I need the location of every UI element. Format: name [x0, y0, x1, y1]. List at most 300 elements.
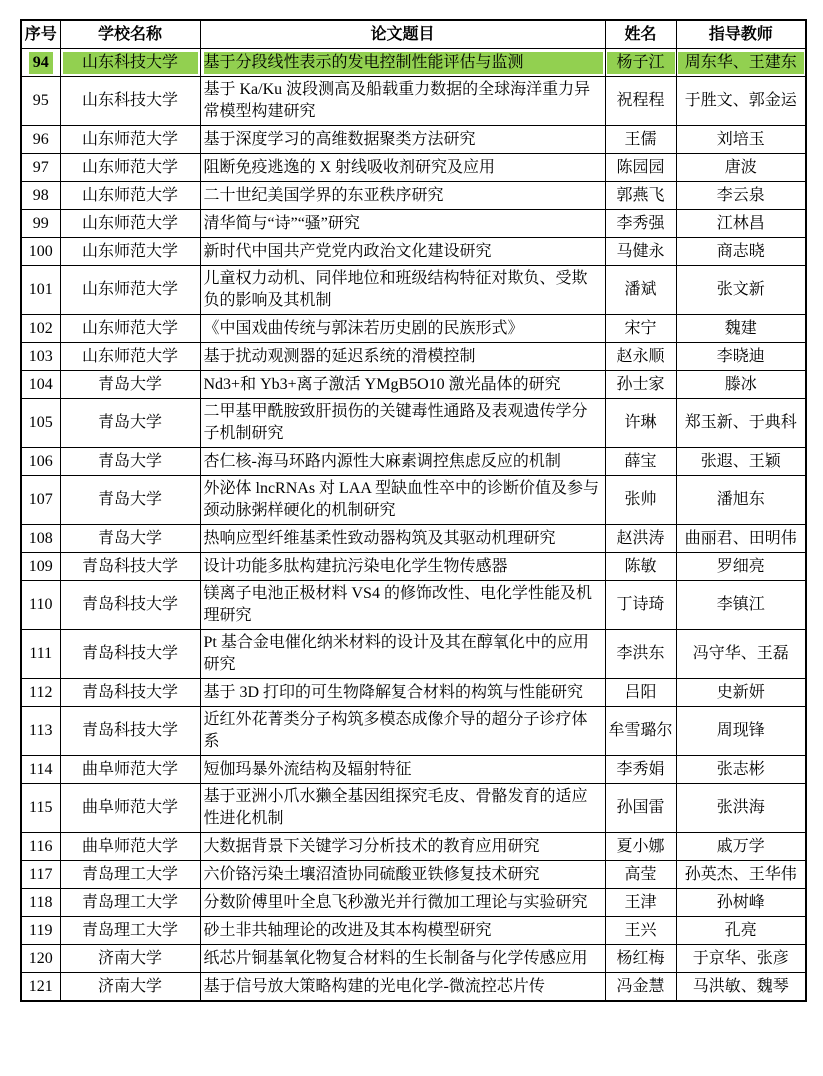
student-name: 王儒	[624, 130, 657, 148]
advisor-name: 孙树峰	[716, 893, 765, 911]
student-cell	[605, 679, 676, 707]
table-row	[21, 861, 806, 889]
student-cell	[605, 266, 676, 315]
school-cell	[60, 126, 200, 154]
table-row	[21, 525, 806, 553]
school-cell	[60, 756, 200, 784]
student-name: 宋宁	[624, 319, 657, 337]
row-index-cell	[21, 833, 60, 861]
advisor-name: 张洪海	[716, 799, 765, 816]
row-index: 96	[32, 130, 49, 148]
student-name: 李秀强	[616, 214, 665, 232]
paper-title: 杏仁核-海马环路内源性大麻素调控焦虑反应的机制	[203, 452, 561, 470]
advisor-name: 孙英杰、王华伟	[684, 865, 797, 883]
paper-title: 阻断免疫逃逸的 X 射线吸收剂研究及应用	[203, 158, 496, 176]
student-cell	[605, 973, 676, 1002]
row-index-cell	[21, 343, 60, 371]
school-cell	[60, 525, 200, 553]
row-index-cell	[21, 581, 60, 630]
header-title: 论文题目	[200, 20, 605, 49]
advisor-cell	[676, 784, 806, 833]
row-index: 100	[28, 242, 53, 260]
student-name: 牟雪璐尔	[608, 722, 673, 739]
row-index-cell	[21, 238, 60, 266]
paper-title: 二甲基甲酰胺致肝损伤的关键毒性通路及表观遗传学分子机制研究	[203, 403, 588, 442]
row-index: 117	[29, 865, 53, 883]
header-name: 姓名	[605, 20, 676, 49]
paper-title: 大数据背景下关键学习分析技术的教育应用研究	[203, 837, 540, 855]
row-index-cell	[21, 266, 60, 315]
school-cell	[60, 343, 200, 371]
row-index: 97	[32, 158, 49, 176]
student-name: 高莹	[624, 865, 657, 883]
school-cell	[60, 889, 200, 917]
student-cell	[605, 371, 676, 399]
paper-title: 基于亚洲小爪水獭全基因组探究毛皮、骨骼发育的适应性进化机制	[203, 788, 588, 827]
student-cell	[605, 343, 676, 371]
school-name: 青岛科技大学	[81, 596, 178, 613]
student-cell	[605, 525, 676, 553]
row-index-cell	[21, 448, 60, 476]
student-name: 张帅	[624, 491, 657, 508]
paper-title: 六价铬污染土壤沼渣协同硫酸亚铁修复技术研究	[203, 865, 540, 883]
table-row	[21, 399, 806, 448]
paper-title-cell	[200, 833, 605, 861]
student-name: 马健永	[616, 242, 665, 260]
advisor-cell	[676, 707, 806, 756]
row-index: 98	[32, 186, 49, 204]
advisor-name: 潘旭东	[716, 491, 765, 508]
table-row	[21, 581, 806, 630]
school-name: 青岛科技大学	[81, 722, 178, 739]
paper-title: 纸芯片铜基氧化物复合材料的生长制备与化学传感应用	[203, 949, 588, 967]
paper-title-cell	[200, 154, 605, 182]
school-cell	[60, 448, 200, 476]
paper-title-cell	[200, 399, 605, 448]
row-index-cell	[21, 77, 60, 126]
student-name: 潘斌	[624, 281, 657, 298]
table-row	[21, 784, 806, 833]
school-name: 曲阜师范大学	[81, 799, 178, 816]
header-school: 学校名称	[60, 20, 200, 49]
advisor-cell	[676, 553, 806, 581]
student-name: 祝程程	[616, 92, 665, 109]
table-row	[21, 210, 806, 238]
advisor-name: 冯守华、王磊	[692, 645, 789, 662]
advisor-cell	[676, 630, 806, 679]
paper-title: 《中国戏曲传统与郭沫若历史剧的民族形式》	[203, 319, 524, 337]
advisor-name: 周现锋	[716, 722, 765, 739]
school-name: 山东科技大学	[81, 92, 178, 109]
paper-title-cell	[200, 756, 605, 784]
table-row	[21, 49, 806, 77]
advisor-name: 于京华、张彦	[692, 949, 789, 967]
advisor-cell	[676, 973, 806, 1002]
row-index-cell	[21, 679, 60, 707]
table-row	[21, 679, 806, 707]
row-index: 115	[29, 799, 53, 816]
row-index-cell	[21, 889, 60, 917]
table-row	[21, 756, 806, 784]
paper-title-cell	[200, 889, 605, 917]
row-index: 101	[28, 281, 53, 298]
table-row	[21, 833, 806, 861]
advisor-cell	[676, 182, 806, 210]
row-index: 110	[29, 596, 53, 613]
table-row	[21, 707, 806, 756]
paper-title-cell	[200, 476, 605, 525]
paper-title: 基于深度学习的高维数据聚类方法研究	[203, 130, 476, 148]
school-cell	[60, 315, 200, 343]
student-name: 孙国雷	[616, 799, 665, 816]
advisor-name: 史新妍	[716, 683, 765, 701]
paper-title-cell	[200, 861, 605, 889]
student-cell	[605, 707, 676, 756]
paper-title-cell	[200, 525, 605, 553]
table-row	[21, 476, 806, 525]
paper-title-cell	[200, 371, 605, 399]
row-index-cell	[21, 756, 60, 784]
row-index: 109	[28, 557, 53, 575]
student-name: 赵永顺	[616, 347, 665, 365]
row-index: 102	[28, 319, 53, 337]
advisor-cell	[676, 861, 806, 889]
table-row	[21, 126, 806, 154]
advisor-name: 罗细亮	[716, 557, 765, 575]
paper-title-cell	[200, 266, 605, 315]
row-index-cell	[21, 525, 60, 553]
row-index: 112	[29, 683, 53, 701]
advisor-cell	[676, 210, 806, 238]
school-name: 青岛理工大学	[81, 893, 178, 911]
row-index: 114	[29, 760, 53, 778]
advisor-cell	[676, 371, 806, 399]
paper-title-cell	[200, 238, 605, 266]
paper-title-cell	[200, 707, 605, 756]
student-name: 陈园园	[616, 158, 665, 176]
school-cell	[60, 945, 200, 973]
school-name: 曲阜师范大学	[81, 837, 178, 855]
advisor-cell	[676, 126, 806, 154]
row-index: 118	[29, 893, 53, 911]
school-cell	[60, 784, 200, 833]
student-cell	[605, 553, 676, 581]
advisor-cell	[676, 399, 806, 448]
student-cell	[605, 476, 676, 525]
row-index: 106	[28, 452, 53, 470]
paper-title-cell	[200, 784, 605, 833]
student-name: 杨红梅	[616, 949, 665, 967]
paper-title: 二十世纪美国学界的东亚秩序研究	[203, 186, 444, 204]
student-name: 吕阳	[624, 683, 657, 701]
table-row	[21, 154, 806, 182]
row-index-cell	[21, 630, 60, 679]
student-cell	[605, 861, 676, 889]
school-name: 山东师范大学	[81, 130, 178, 148]
table-row	[21, 973, 806, 1002]
school-cell	[60, 371, 200, 399]
student-name: 李秀娟	[616, 760, 665, 778]
school-cell	[60, 49, 200, 77]
advisor-cell	[676, 679, 806, 707]
student-cell	[605, 154, 676, 182]
advisor-name: 戚万学	[716, 837, 765, 855]
header-advisor: 指导教师	[676, 20, 806, 49]
row-index: 108	[28, 529, 53, 547]
advisor-name: 商志晓	[716, 242, 765, 260]
student-cell	[605, 889, 676, 917]
advisor-name: 张文新	[716, 281, 765, 298]
paper-title: 基于信号放大策略构建的光电化学-微流控芯片传	[203, 977, 545, 995]
student-cell	[605, 126, 676, 154]
student-cell	[605, 315, 676, 343]
advisor-name: 曲丽君、田明伟	[684, 529, 797, 547]
paper-title-cell	[200, 210, 605, 238]
student-name: 王津	[624, 893, 657, 911]
table-row	[21, 238, 806, 266]
advisor-cell	[676, 581, 806, 630]
student-cell	[605, 238, 676, 266]
advisor-cell	[676, 448, 806, 476]
advisor-name: 滕冰	[724, 375, 757, 393]
table-row	[21, 889, 806, 917]
student-name: 赵洪涛	[616, 529, 665, 547]
paper-title-cell	[200, 182, 605, 210]
paper-title: 短伽玛暴外流结构及辐射特征	[203, 760, 412, 778]
row-index: 113	[29, 722, 53, 739]
school-cell	[60, 399, 200, 448]
paper-title: 砂土非共轴理论的改进及其本构模型研究	[203, 921, 492, 939]
paper-title: Pt 基合金电催化纳米材料的设计及其在醇氧化中的应用研究	[203, 634, 589, 673]
school-name: 济南大学	[97, 977, 162, 995]
paper-title: 基于 3D 打印的可生物降解复合材料的构筑与性能研究	[203, 683, 584, 701]
school-name: 青岛科技大学	[81, 557, 178, 575]
advisor-cell	[676, 154, 806, 182]
paper-title: 儿童权力动机、同伴地位和班级结构特征对欺负、受欺负的影响及其机制	[203, 270, 588, 309]
advisor-cell	[676, 343, 806, 371]
school-cell	[60, 679, 200, 707]
row-index-cell	[21, 917, 60, 945]
paper-title-cell	[200, 553, 605, 581]
paper-title-cell	[200, 679, 605, 707]
paper-title: 热响应型纤维基柔性致动器构筑及其驱动机理研究	[203, 529, 556, 547]
school-name: 青岛大学	[97, 414, 162, 431]
advisor-name: 刘培玉	[716, 130, 765, 148]
student-cell	[605, 917, 676, 945]
student-name: 李洪东	[616, 645, 665, 662]
student-cell	[605, 448, 676, 476]
row-index: 119	[29, 921, 53, 939]
school-cell	[60, 266, 200, 315]
row-index-cell	[21, 315, 60, 343]
table-row	[21, 917, 806, 945]
paper-title-cell	[200, 630, 605, 679]
row-index: 116	[29, 837, 53, 855]
header-index: 序号	[21, 20, 60, 49]
paper-title: 设计功能多肽构建抗污染电化学生物传感器	[203, 557, 508, 575]
paper-title: 新时代中国共产党党内政治文化建设研究	[203, 242, 492, 260]
row-index-cell	[21, 49, 60, 77]
header-row	[21, 20, 806, 49]
school-name: 山东科技大学	[63, 52, 198, 74]
row-index: 105	[28, 414, 53, 431]
row-index-cell	[21, 945, 60, 973]
advisor-cell	[676, 889, 806, 917]
advisor-cell	[676, 833, 806, 861]
advisor-name: 马洪敏、魏琴	[692, 977, 789, 995]
advisor-cell	[676, 756, 806, 784]
school-name: 青岛科技大学	[81, 645, 178, 662]
row-index-cell	[21, 154, 60, 182]
paper-title-cell	[200, 917, 605, 945]
paper-title: 近红外花菁类分子构筑多模态成像介导的超分子诊疗体系	[203, 711, 588, 750]
student-name: 陈敏	[624, 557, 657, 575]
school-cell	[60, 553, 200, 581]
student-cell	[605, 784, 676, 833]
table-row	[21, 77, 806, 126]
student-cell	[605, 210, 676, 238]
school-name: 青岛科技大学	[81, 683, 178, 701]
school-name: 山东师范大学	[81, 319, 178, 337]
school-cell	[60, 476, 200, 525]
row-index: 95	[32, 92, 49, 109]
paper-title: 分数阶傅里叶全息飞秒激光并行微加工理论与实验研究	[203, 893, 588, 911]
advisor-name: 唐波	[724, 158, 757, 176]
school-name: 青岛理工大学	[81, 921, 178, 939]
school-name: 济南大学	[97, 949, 162, 967]
table-row	[21, 448, 806, 476]
paper-title: 基于扰动观测器的延迟系统的滑模控制	[203, 347, 476, 365]
advisor-name: 周东华、王建东	[678, 52, 805, 74]
row-index: 103	[28, 347, 53, 365]
student-name: 王兴	[624, 921, 657, 939]
student-name: 夏小娜	[616, 837, 665, 855]
school-cell	[60, 630, 200, 679]
student-cell	[605, 756, 676, 784]
paper-title: Nd3+和 Yb3+离子激活 YMgB5O10 激光晶体的研究	[203, 375, 561, 393]
advisor-cell	[676, 238, 806, 266]
row-index: 94	[29, 52, 53, 74]
school-name: 青岛大学	[97, 375, 162, 393]
student-cell	[605, 182, 676, 210]
paper-title: 镁离子电池正极材料 VS4 的修饰改性、电化学性能及机理研究	[203, 585, 592, 624]
paper-title-cell	[200, 945, 605, 973]
advisor-cell	[676, 476, 806, 525]
advisor-cell	[676, 49, 806, 77]
student-name: 丁诗琦	[616, 596, 665, 613]
paper-title-cell	[200, 77, 605, 126]
school-name: 曲阜师范大学	[81, 760, 178, 778]
student-cell	[605, 833, 676, 861]
school-name: 山东师范大学	[81, 214, 178, 232]
row-index: 120	[28, 949, 53, 967]
paper-title-cell	[200, 126, 605, 154]
row-index: 99	[32, 214, 49, 232]
school-name: 青岛理工大学	[81, 865, 178, 883]
advisor-cell	[676, 266, 806, 315]
advisor-name: 郑玉新、于典科	[684, 414, 797, 431]
row-index: 111	[29, 645, 53, 662]
paper-title: 清华简与“诗”“骚”研究	[203, 214, 360, 232]
student-cell	[605, 581, 676, 630]
row-index-cell	[21, 182, 60, 210]
advisor-name: 李云泉	[716, 186, 765, 204]
thesis-table	[20, 19, 807, 1002]
school-cell	[60, 77, 200, 126]
advisor-name: 张遐、王颖	[700, 452, 781, 470]
school-name: 山东师范大学	[81, 158, 178, 176]
school-cell	[60, 238, 200, 266]
row-index: 104	[28, 375, 53, 393]
school-name: 山东师范大学	[81, 281, 178, 298]
row-index-cell	[21, 476, 60, 525]
school-cell	[60, 861, 200, 889]
student-name: 孙士家	[616, 375, 665, 393]
row-index-cell	[21, 210, 60, 238]
row-index: 107	[28, 491, 53, 508]
student-name: 杨子江	[607, 52, 675, 74]
table-row	[21, 371, 806, 399]
student-name: 许琳	[624, 414, 657, 431]
school-name: 青岛大学	[97, 529, 162, 547]
table-row	[21, 266, 806, 315]
school-name: 青岛大学	[97, 452, 162, 470]
paper-title: 基于分段线性表示的发电控制性能评估与监测	[204, 52, 603, 74]
row-index-cell	[21, 399, 60, 448]
table-row	[21, 553, 806, 581]
row-index-cell	[21, 973, 60, 1002]
school-name: 山东师范大学	[81, 242, 178, 260]
advisor-name: 李晓迪	[716, 347, 765, 365]
student-cell	[605, 77, 676, 126]
table-row	[21, 315, 806, 343]
school-cell	[60, 154, 200, 182]
school-cell	[60, 973, 200, 1002]
advisor-name: 江林昌	[716, 214, 765, 232]
paper-title-cell	[200, 973, 605, 1002]
paper-title-cell	[200, 448, 605, 476]
paper-title-cell	[200, 315, 605, 343]
school-name: 青岛大学	[97, 491, 162, 508]
table-row	[21, 343, 806, 371]
paper-title-cell	[200, 49, 605, 77]
advisor-name: 魏建	[724, 319, 757, 337]
row-index-cell	[21, 371, 60, 399]
school-cell	[60, 707, 200, 756]
row-index-cell	[21, 126, 60, 154]
row-index-cell	[21, 553, 60, 581]
school-name: 山东师范大学	[81, 186, 178, 204]
student-cell	[605, 399, 676, 448]
row-index: 121	[28, 977, 53, 995]
table-row	[21, 182, 806, 210]
student-cell	[605, 945, 676, 973]
row-index-cell	[21, 784, 60, 833]
paper-title-cell	[200, 343, 605, 371]
advisor-name: 于胜文、郭金运	[684, 92, 797, 109]
student-name: 冯金慧	[616, 977, 665, 995]
advisor-name: 张志彬	[716, 760, 765, 778]
advisor-cell	[676, 77, 806, 126]
paper-title-cell	[200, 581, 605, 630]
student-cell	[605, 49, 676, 77]
table-row	[21, 945, 806, 973]
school-cell	[60, 833, 200, 861]
advisor-name: 李镇江	[716, 596, 765, 613]
paper-title: 基于 Ka/Ku 波段测高及船载重力数据的全球海洋重力异常模型构建研究	[203, 81, 591, 120]
advisor-cell	[676, 315, 806, 343]
student-cell	[605, 630, 676, 679]
